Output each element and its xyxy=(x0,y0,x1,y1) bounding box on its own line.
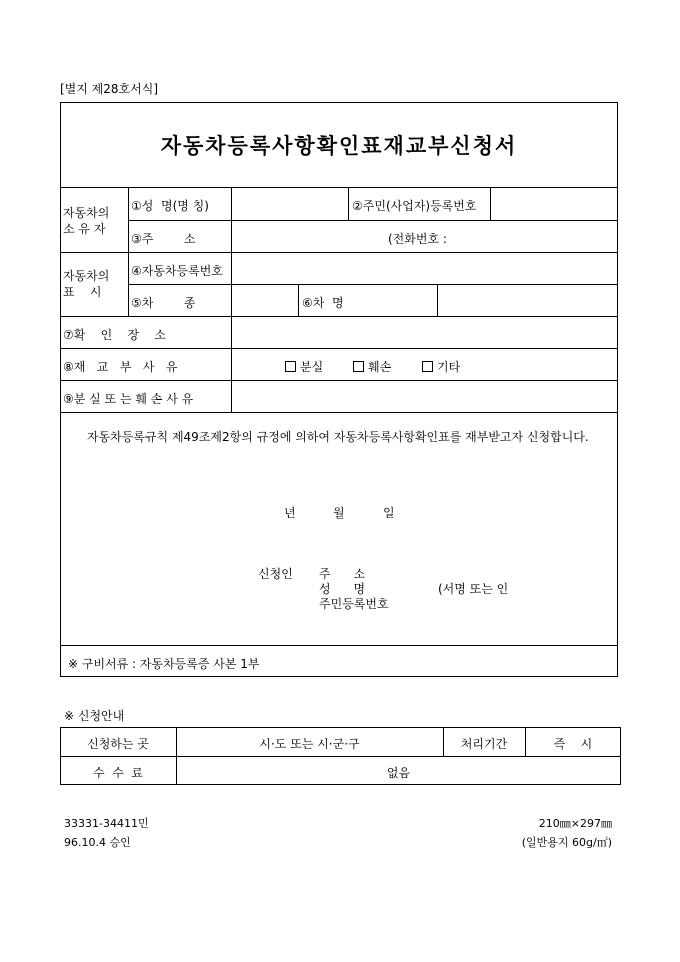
checkbox-icon xyxy=(285,361,296,372)
vehicle-reg-no-field[interactable] xyxy=(234,255,614,282)
divider xyxy=(128,187,129,316)
guide-period-label: 처리기간 xyxy=(460,737,508,751)
checkbox-icon xyxy=(353,361,364,372)
vehicle-name-field[interactable] xyxy=(440,287,615,314)
divider xyxy=(60,380,618,381)
location-label: ⑦확 인 장 소 xyxy=(63,328,166,342)
applicant-address-label: 주 소 xyxy=(319,567,366,581)
divider xyxy=(348,187,349,220)
owner-reg-no-label: ②주민(사업자)등록번호 xyxy=(352,199,477,213)
divider xyxy=(60,645,618,646)
applicant-label: 신청인 xyxy=(258,567,293,581)
guide-fee-value: 없음 xyxy=(386,766,411,780)
checkbox-icon xyxy=(422,361,433,372)
owner-name-label: ①성 명(명 칭) xyxy=(131,199,209,213)
applicant-reg-no-label: 주민등록번호 xyxy=(319,597,389,611)
loss-reason-field[interactable] xyxy=(234,383,614,410)
footer-approval: 96.10.4 승인 xyxy=(64,836,131,849)
reason-label: ⑧재 교 부 사 유 xyxy=(63,360,178,374)
divider xyxy=(60,187,618,188)
owner-section-label: 자동차의 소 유 자 xyxy=(63,206,110,236)
footer-size: 210㎜×297㎜ xyxy=(538,817,612,830)
guide-place-label: 신청하는 곳 xyxy=(87,737,149,751)
guide-period-value: 즉 시 xyxy=(553,737,593,751)
vehicle-name-label: ⑥차 명 xyxy=(302,296,344,310)
divider xyxy=(60,412,618,413)
divider xyxy=(60,316,618,317)
applicant-name-label: 성 명 xyxy=(319,582,366,596)
owner-address-label: ③주 소 xyxy=(131,232,196,246)
reason-option-loss[interactable]: 분실 xyxy=(285,358,323,375)
footer-code: 33331-34411민 xyxy=(64,817,149,830)
guide-fee-label: 수 수 료 xyxy=(92,766,144,780)
date-month-label: 월 xyxy=(333,506,345,520)
loss-reason-label: ⑨분 실 또 는 훼 손 사 유 xyxy=(63,392,194,406)
location-field[interactable] xyxy=(234,319,614,346)
form-title: 자동차등록사항확인표재교부신청서 xyxy=(160,133,518,158)
divider xyxy=(437,284,438,316)
form-number: [별지 제28호서식] xyxy=(60,82,158,96)
date-day-label: 일 xyxy=(383,506,395,520)
divider xyxy=(60,252,618,253)
reason-option-damage[interactable]: 훼손 xyxy=(353,358,391,375)
guide-heading: ※ 신청안내 xyxy=(64,709,125,723)
owner-name-field[interactable] xyxy=(234,191,346,218)
divider xyxy=(231,187,232,412)
statement-text: 자동차등록규칙 제49조제2항의 규정에 의하여 자동차등록사항확인표를 재부받고자 신청합니다. xyxy=(87,430,589,444)
footer-paper: (일반용지 60g/㎡) xyxy=(521,836,612,849)
owner-address-field[interactable] xyxy=(234,223,384,250)
vehicle-type-label: ⑤차 종 xyxy=(131,296,196,310)
divider xyxy=(490,187,491,220)
vehicle-type-field[interactable] xyxy=(234,287,296,314)
guide-place-value: 시·도 또는 시·군·구 xyxy=(259,737,360,751)
divider xyxy=(298,284,299,316)
reason-option-other[interactable]: 기타 xyxy=(422,358,460,375)
divider xyxy=(60,348,618,349)
divider xyxy=(128,284,618,285)
owner-reg-no-field[interactable] xyxy=(493,191,615,218)
date-year-label: 년 xyxy=(284,506,296,520)
divider xyxy=(60,756,621,757)
vehicle-reg-no-label: ④자동차등록번호 xyxy=(131,264,223,278)
vehicle-section-label: 자동차의 표 시 xyxy=(63,269,110,299)
owner-phone-label: (전화번호 : xyxy=(388,232,447,246)
attachments-note: ※ 구비서류 : 자동차등록증 사본 1부 xyxy=(68,657,260,671)
applicant-sign-label: (서명 또는 인 xyxy=(438,582,509,596)
divider xyxy=(128,220,618,221)
